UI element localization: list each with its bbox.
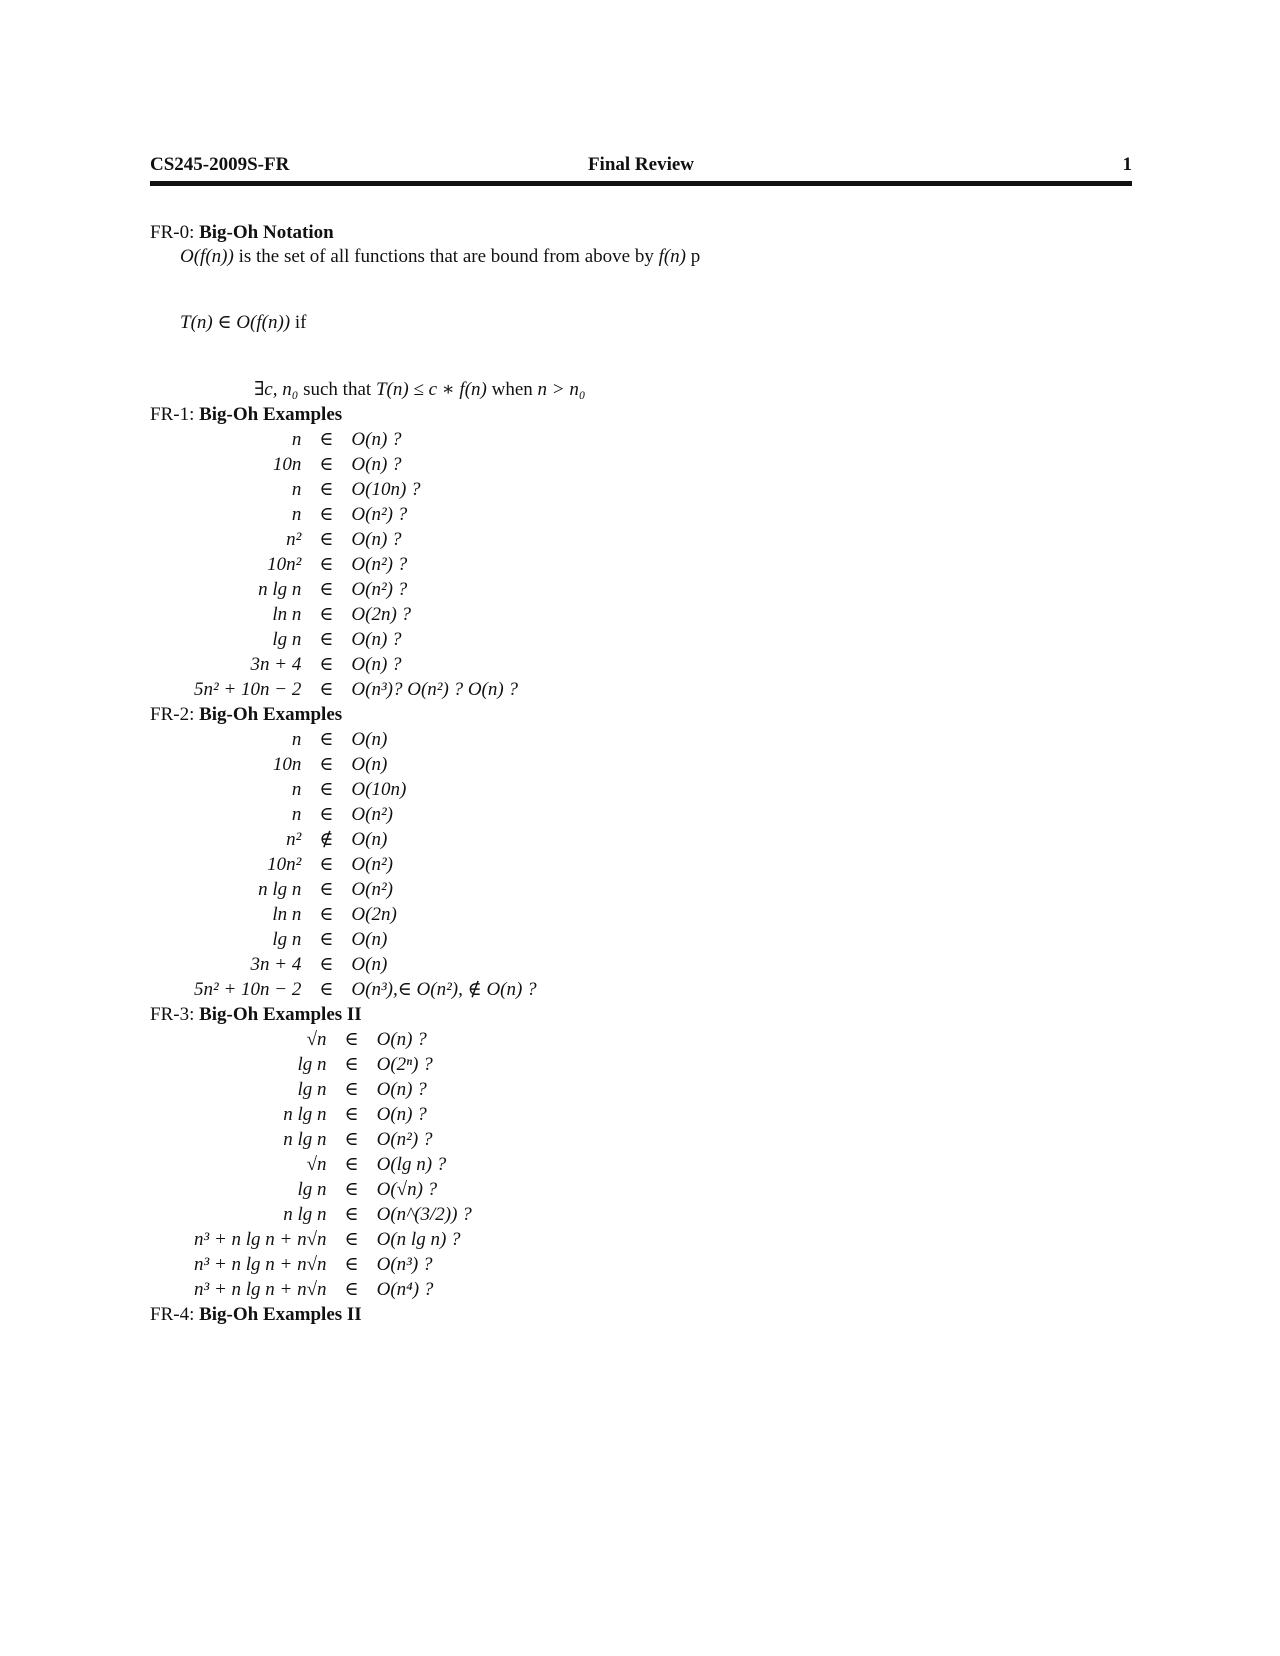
example-row [194,577,518,602]
expression-rhs: O(n) ? [376,1104,427,1125]
section-title [150,1302,1132,1327]
example-row [194,1102,472,1127]
example-row [194,427,518,452]
example-row [194,502,518,527]
section-fr0 [150,220,1132,402]
relation-symbol: ∈ [319,804,334,825]
expression-rhs: O(lg n) ? [376,1154,447,1175]
math-expression: T(n) ≤ c ∗ f(n) [375,379,487,400]
section-fr1 [150,402,1132,702]
expression-lhs: n lg n [283,1129,327,1150]
example-row [194,1027,472,1052]
header-rule [150,181,1132,186]
example-row [194,1277,472,1302]
example-row [194,727,537,752]
expression-rhs: O(n³) ? [376,1254,433,1275]
expression-lhs: 10n [272,754,302,775]
relation-symbol: ∈ [344,1179,359,1200]
existence-text: such that [298,379,376,400]
definition-text: is the set of all functions that are bound from above by [233,246,659,267]
example-row [194,827,537,852]
expression-lhs: n lg n [283,1204,327,1225]
example-row [194,677,518,702]
expression-lhs: √n [306,1154,327,1175]
relation-symbol: ∈ [344,1104,359,1125]
condition-text: if [290,312,307,333]
relation-symbol: ∈ [344,1029,359,1050]
section-label: FR-2: [150,704,195,725]
expression-rhs: O(n) ? [351,454,402,475]
example-row [194,552,518,577]
expression-lhs: n [291,429,302,450]
example-row [194,527,518,552]
relation-symbol: ∈ [319,879,334,900]
section-title [150,402,1132,427]
relation-symbol: ∈ [319,929,334,950]
definition-line [150,245,1132,269]
example-row [194,602,518,627]
expression-rhs: O(n²) ? [376,1129,433,1150]
relation-symbol: ∈ [319,554,334,575]
example-row [194,1052,472,1077]
relation-symbol: ∈ [344,1279,359,1300]
expression-rhs: O(n²) [351,804,393,825]
section-name: Big-Oh Notation [199,222,334,243]
section-title [150,220,1132,245]
section-fr3 [150,1002,1132,1302]
expression-rhs: O(2n) [351,904,397,925]
relation-symbol: ∈ [319,954,334,975]
math-expression: n > n₀ [537,379,586,400]
expression-lhs: lg n [297,1079,327,1100]
relation-symbol: ∈ [319,754,334,775]
relation-symbol: ∈ [319,579,334,600]
expression-lhs: n lg n [283,1104,327,1125]
section-name: Big-Oh Examples [199,404,343,425]
section-label: FR-1: [150,404,195,425]
math-expression: T(n) ∈ O(f(n)) [180,312,291,333]
example-row [194,1252,472,1277]
section-label: FR-0: [150,222,195,243]
section-title [150,1002,1132,1027]
relation-symbol: ∈ [319,779,334,800]
expression-rhs: O(n²) [351,854,393,875]
relation-symbol: ∈ [319,679,334,700]
example-row [194,902,537,927]
relation-symbol: ∉ [319,829,334,850]
expression-lhs: n [291,779,302,800]
expression-lhs: √n [306,1029,327,1050]
expression-rhs: O(n³)? O(n²) ? O(n) ? [351,679,518,700]
expression-rhs: O(2n) ? [351,604,412,625]
expression-lhs: n lg n [258,879,302,900]
relation-symbol: ∈ [344,1079,359,1100]
examples-table [194,1027,472,1302]
relation-symbol: ∈ [344,1129,359,1150]
expression-rhs: O(n^(3/2)) ? [376,1204,472,1225]
definition-text: p [686,246,701,267]
expression-rhs: O(n²) ? [351,504,408,525]
expression-rhs: O(n⁴) ? [376,1279,434,1300]
section-fr2 [150,702,1132,1002]
expression-rhs: O(n) ? [376,1029,427,1050]
example-row [194,877,537,902]
relation-symbol: ∈ [319,629,334,650]
expression-rhs: O(n) ? [376,1079,427,1100]
expression-rhs: O(n) ? [351,654,402,675]
expression-lhs: n [291,479,302,500]
relation-symbol: ∈ [344,1054,359,1075]
relation-symbol: ∈ [319,429,334,450]
relation-symbol: ∈ [319,504,334,525]
expression-rhs: O(n) [351,929,388,950]
expression-lhs: lg n [272,629,302,650]
expression-rhs: O(10n) [351,779,407,800]
math-expression: O(f(n)) [180,246,234,267]
example-row [194,977,537,1002]
expression-rhs: O(n) ? [351,429,402,450]
page-header [150,150,1132,178]
relation-symbol: ∈ [344,1229,359,1250]
example-row [194,452,518,477]
example-row [194,627,518,652]
expression-lhs: n² [286,529,302,550]
relation-symbol: ∈ [319,654,334,675]
expression-rhs: O(n lg n) ? [376,1229,461,1250]
expression-rhs: O(n) ? [351,529,402,550]
expression-lhs: n³ + n lg n + n√n [194,1229,327,1250]
expression-rhs: O(n) [351,829,388,850]
relation-symbol: ∈ [344,1254,359,1275]
section-name: Big-Oh Examples [199,704,343,725]
expression-lhs: ln n [272,604,302,625]
existence-text: when [486,379,538,400]
section-name: Big-Oh Examples II [199,1004,362,1025]
relation-symbol: ∈ [319,604,334,625]
example-row [194,952,537,977]
expression-rhs: O(2ⁿ) ? [376,1054,433,1075]
relation-symbol: ∈ [319,904,334,925]
relation-symbol: ∈ [319,979,334,1000]
example-row [194,1127,472,1152]
expression-lhs: lg n [297,1179,327,1200]
existence-line [150,378,1132,402]
condition-line [150,311,1132,335]
example-row [194,852,537,877]
relation-symbol: ∈ [319,479,334,500]
expression-lhs: 10n² [267,554,302,575]
expression-lhs: n [291,804,302,825]
expression-lhs: n lg n [258,579,302,600]
math-expression: f(n) [658,246,687,267]
example-row [194,1227,472,1252]
section-label: FR-4: [150,1304,195,1325]
example-row [194,477,518,502]
expression-rhs: O(n) [351,954,388,975]
section-name: Big-Oh Examples II [199,1304,362,1325]
expression-rhs: O(10n) ? [351,479,421,500]
expression-rhs: O(n²) [351,879,393,900]
expression-lhs: lg n [272,929,302,950]
expression-lhs: n [291,729,302,750]
expression-rhs: O(n²) ? [351,579,408,600]
section-fr4 [150,1302,1132,1327]
example-row [194,1202,472,1227]
expression-lhs: 5n² + 10n − 2 [194,679,302,700]
section-label: FR-3: [150,1004,195,1025]
expression-rhs: O(√n) ? [376,1179,438,1200]
expression-lhs: 3n + 4 [250,954,302,975]
example-row [194,1177,472,1202]
example-row [194,752,537,777]
expression-lhs: n³ + n lg n + n√n [194,1279,327,1300]
relation-symbol: ∈ [319,854,334,875]
page-number: 1 [1122,154,1132,175]
relation-symbol: ∈ [319,454,334,475]
example-row [194,1152,472,1177]
expression-lhs: n³ + n lg n + n√n [194,1254,327,1275]
section-title [150,702,1132,727]
expression-rhs: O(n) ? [351,629,402,650]
expression-lhs: lg n [297,1054,327,1075]
expression-lhs: 3n + 4 [250,654,302,675]
expression-lhs: 10n [272,454,302,475]
document-title: Final Review [587,154,695,175]
relation-symbol: ∈ [344,1154,359,1175]
examples-table [194,727,537,1002]
expression-lhs: ln n [272,904,302,925]
example-row [194,927,537,952]
math-expression: ∃c, n₀ [254,379,299,400]
expression-rhs: O(n²) ? [351,554,408,575]
example-row [194,802,537,827]
expression-lhs: 5n² + 10n − 2 [194,979,302,1000]
expression-rhs: O(n) [351,754,388,775]
course-code: CS245-2009S-FR [150,154,290,175]
expression-lhs: n² [286,829,302,850]
example-row [194,652,518,677]
expression-lhs: n [291,504,302,525]
relation-symbol: ∈ [319,529,334,550]
example-row [194,1077,472,1102]
expression-rhs: O(n³),∈ O(n²), ∉ O(n) ? [351,979,537,1000]
expression-rhs: O(n) [351,729,388,750]
example-row [194,777,537,802]
examples-table [194,427,518,702]
page [150,150,1132,1327]
relation-symbol: ∈ [319,729,334,750]
expression-lhs: 10n² [267,854,302,875]
relation-symbol: ∈ [344,1204,359,1225]
